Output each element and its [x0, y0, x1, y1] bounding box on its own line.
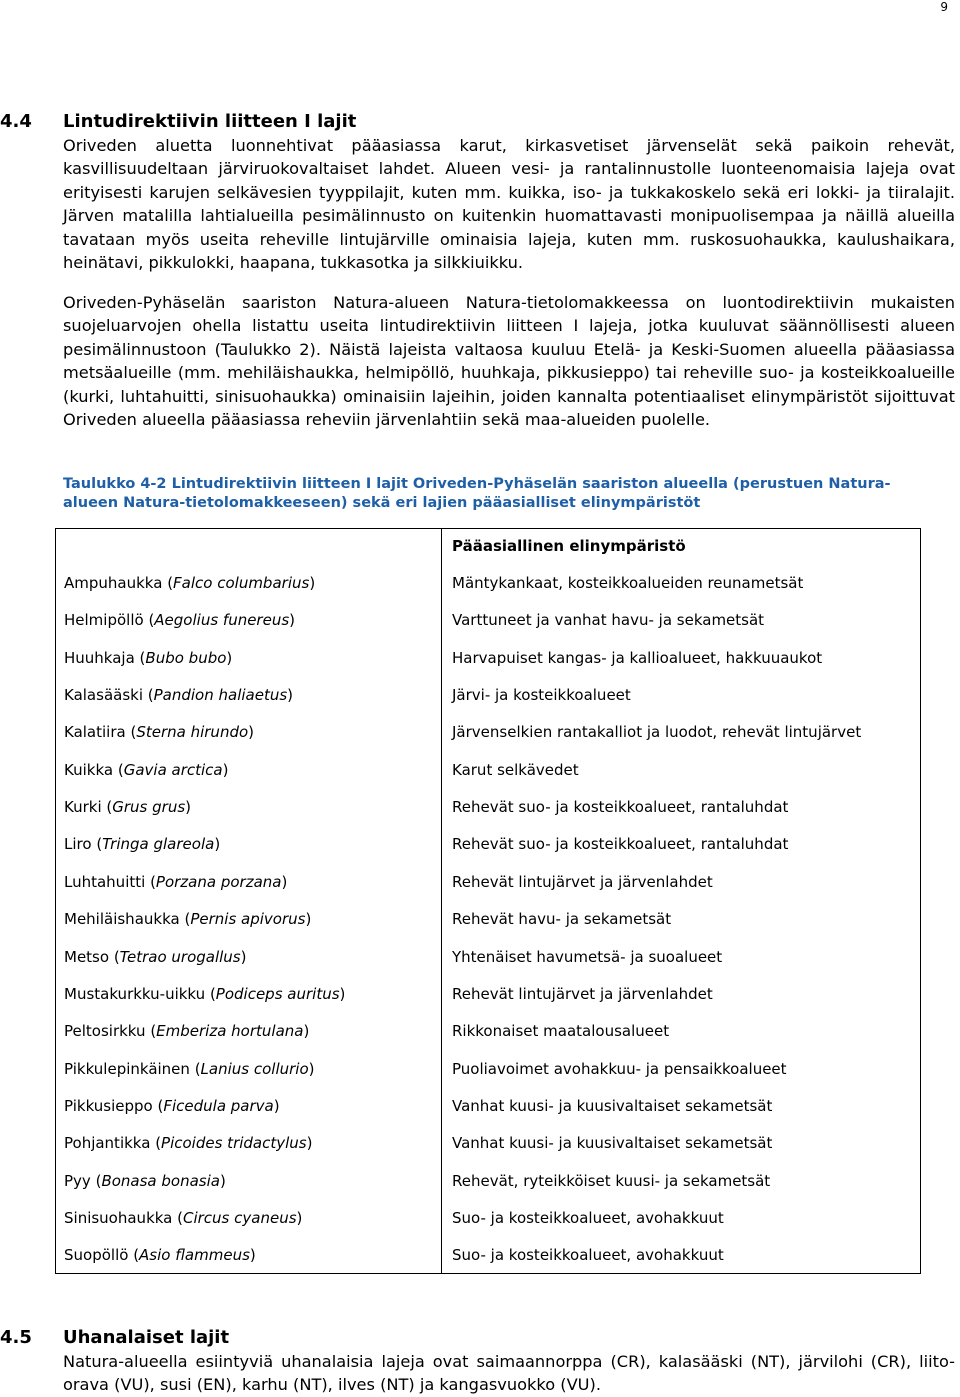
species-table [55, 528, 921, 1274]
table-row [56, 1133, 920, 1170]
species-latin-name: Porzana porzana [155, 872, 282, 891]
habitat-cell: Vanhat kuusi- ja kuusivaltaiset sekametsät [452, 1096, 773, 1115]
section-title: Uhanalaiset lajit [63, 1327, 230, 1348]
species-cell: Pyy (Bonasa bonasia) [64, 1171, 226, 1190]
species-cell: Liro (Tringa glareola) [64, 835, 221, 854]
species-latin-name: Picoides tridactylus [161, 1134, 307, 1153]
species-cell: Ampuhaukka (Falco columbarius) [64, 574, 316, 592]
species-latin-name: Grus grus [112, 798, 186, 817]
species-cell: Metso (Tetrao urogallus) [64, 947, 247, 966]
table-caption: Taulukko 4-2 Lintudirektiivin liitteen I lajit Oriveden-Pyhäselän saariston alueella (perustuen Natura-alueen Natura-tietolomakkeeseen) sekä eri lajien pääasialliset elinympäristöt [63, 476, 891, 511]
table-row [56, 610, 920, 647]
habitat-cell: Puoliavoimet avohakkuu- ja pensaikkoalueet [452, 1059, 787, 1078]
body-paragraph: Oriveden aluetta luonnehtivat pääasiassa karut, kirkasvetiset järvenselät sekä paikoin rehevät, kasvillisuudeltaan järviruokovaltaiset lahdet. Alueen vesi- ja rantalinnustolle luonteenomaisia lajeja ovat erityisesti karujen selkävesien tyyppilajit, kuten mm. kuikka, iso- ja tukkakoskelo sekä eri lokki- ja tiiralajit. Järven matalilla lahtialueilla pesimälinnusto on kuitenkin huomattavasti monipuolisempaa ja näillä alueilla tavataan myös useita reheville lintujärville ominaisia lajeja, kuten mm. ruskosuohaukka, kaulushaikara, heinätavi, pikkulokki, haapana, tukkasotka ja silkkiuikku. [63, 136, 955, 273]
species-cell: Sinisuohaukka (Circus cyaneus) [64, 1208, 303, 1227]
species-cell: Helmipöllö (Aegolius funereus) [64, 611, 296, 630]
table-row [56, 984, 920, 1021]
species-cell: Mustakurkku-uikku (Podiceps auritus) [64, 984, 346, 1003]
habitat-cell: Yhtenäiset havumetsä- ja suoalueet [452, 947, 723, 966]
species-common-name: Kuikka [64, 760, 114, 779]
species-common-name: Kalasääski [64, 686, 143, 705]
habitat-cell: Karut selkävedet [452, 760, 579, 779]
body-paragraph: Natura-alueella esiintyviä uhanalaisia lajeja ovat saimaannorppa (CR), kalasääski (NT), järvilohi (CR), liito-orava (VU), susi (EN), karhu (NT), ilves (NT) ja kangasvuokko (VU). [63, 1352, 955, 1395]
habitat-cell: Rehevät lintujärvet ja järvenlahdet [452, 872, 713, 891]
table-row [56, 648, 920, 685]
table-row [56, 947, 920, 984]
table-row [56, 685, 920, 722]
species-latin-name: Aegolius funereus [154, 611, 290, 630]
species-common-name: Metso [64, 947, 110, 966]
habitat-cell: Mäntykankaat, kosteikkoalueiden reunametsät [452, 574, 804, 592]
species-latin-name: Pernis apivorus [190, 910, 306, 929]
species-common-name: Pyy [64, 1171, 91, 1190]
section-number: 4.5 [0, 1327, 32, 1348]
body-paragraph: Oriveden-Pyhäselän saariston Natura-alueen Natura-tietolomakkeessa on luontodirektiivin mukaisten suojeluarvojen ohella listattu useita lintudirektiivin liitteen I lajeja, jotka kuuluvat säännöllisesti alueen pesimälinnustoon (Taulukko 2). Näistä lajeista valtaosa kuuluu Etelä- ja Keski-Suomen alueella pääasiassa metsäalueille (mm. mehiläishaukka, helmipöllö, huuhkaja, pikkusieppo) tai reheville suo- ja kosteikkoalueille (kurki, luhtahuitti, sinisuohaukka) ominaisiin lajeihin, joiden kannalta potentiaaliset elinympäristöt sijoittuvat Oriveden alueella pääasiassa reheviin järvenlahtiin sekä maa-alueiden puolelle. [63, 293, 955, 430]
species-cell: Peltosirkku (Emberiza hortulana) [64, 1022, 310, 1041]
species-cell: Luhtahuitti (Porzana porzana) [64, 872, 288, 891]
species-common-name: Liro [64, 835, 92, 854]
species-cell: Mehiläishaukka (Pernis apivorus) [64, 910, 312, 929]
species-cell: Kalatiira (Sterna hirundo) [64, 723, 255, 742]
species-cell: Kurki (Grus grus) [64, 798, 191, 817]
species-common-name: Mustakurkku-uikku [64, 984, 206, 1003]
habitat-column-header: Pääasiallinen elinympäristö [452, 537, 686, 555]
habitat-cell: Harvapuiset kangas- ja kallioalueet, hakkuuaukot [452, 648, 823, 667]
species-common-name: Kalatiira [64, 723, 126, 742]
species-common-name: Pikkusieppo [64, 1096, 153, 1115]
species-latin-name: Tringa glareola [102, 835, 215, 854]
section-number: 4.4 [0, 111, 32, 132]
table-row [56, 760, 920, 797]
habitat-cell: Varttuneet ja vanhat havu- ja sekametsät [452, 611, 765, 630]
habitat-cell: Järvenselkien rantakalliot ja luodot, rehevät lintujärvet [452, 723, 862, 742]
species-common-name: Pikkulepinkäinen [64, 1059, 190, 1078]
species-cell: Huuhkaja (Bubo bubo) [64, 648, 233, 667]
table-row [56, 1059, 920, 1096]
habitat-cell: Rikkonaiset maatalousalueet [452, 1022, 670, 1041]
species-common-name: Luhtahuitti [64, 872, 146, 891]
species-common-name: Suopöllö [64, 1246, 129, 1265]
table-row [56, 1245, 920, 1282]
page-number: 9 [940, 0, 948, 14]
section-heading [0, 110, 356, 134]
species-common-name: Kurki [64, 798, 102, 817]
table-row [56, 1096, 920, 1133]
section-heading [0, 1326, 229, 1350]
habitat-cell: Suo- ja kosteikkoalueet, avohakkuut [452, 1246, 724, 1265]
habitat-cell: Rehevät suo- ja kosteikkoalueet, rantaluhdat [452, 798, 789, 817]
habitat-cell: Suo- ja kosteikkoalueet, avohakkuut [452, 1208, 724, 1227]
species-cell: Suopöllö (Asio flammeus) [64, 1246, 256, 1265]
species-cell: Pikkusieppo (Ficedula parva) [64, 1096, 280, 1115]
species-latin-name: Tetrao urogallus [119, 947, 241, 966]
table-row [56, 722, 920, 759]
section-title: Lintudirektiivin liitteen I lajit [63, 111, 357, 132]
species-common-name: Huuhkaja [64, 648, 135, 667]
habitat-cell: Rehevät suo- ja kosteikkoalueet, rantaluhdat [452, 835, 789, 854]
habitat-cell: Rehevät havu- ja sekametsät [452, 910, 672, 929]
table-row [56, 573, 920, 610]
table-row [56, 872, 920, 909]
species-common-name: Helmipöllö [64, 611, 144, 630]
table-row [56, 834, 920, 871]
species-latin-name: Lanius collurio [200, 1059, 309, 1078]
habitat-cell: Järvi- ja kosteikkoalueet [452, 686, 631, 705]
table-row [56, 909, 920, 946]
species-common-name: Pohjantikka [64, 1134, 151, 1153]
table-row [56, 1021, 920, 1058]
species-latin-name: Pandion haliaetus [153, 686, 288, 705]
table-row [56, 1208, 920, 1245]
species-cell: Pohjantikka (Picoides tridactylus) [64, 1134, 313, 1153]
species-latin-name: Podiceps auritus [215, 984, 340, 1003]
species-latin-name: Gavia arctica [123, 760, 223, 779]
species-latin-name: Bubo bubo [145, 648, 227, 667]
species-common-name: Mehiläishaukka [64, 910, 180, 929]
species-cell: Kuikka (Gavia arctica) [64, 760, 229, 779]
habitat-cell: Rehevät lintujärvet ja järvenlahdet [452, 984, 713, 1003]
species-latin-name: Ficedula parva [163, 1096, 274, 1115]
species-latin-name: Bonasa bonasia [101, 1171, 220, 1190]
species-latin-name: Emberiza hortulana [156, 1022, 304, 1041]
species-common-name: Ampuhaukka [64, 574, 163, 592]
species-latin-name: Sterna hirundo [136, 723, 249, 742]
species-cell: Kalasääski (Pandion haliaetus) [64, 686, 294, 705]
species-cell: Pikkulepinkäinen (Lanius collurio) [64, 1059, 315, 1078]
habitat-cell: Rehevät, ryteikköiset kuusi- ja sekametsät [452, 1171, 771, 1190]
species-common-name: Peltosirkku [64, 1022, 146, 1041]
species-latin-name: Asio flammeus [139, 1246, 250, 1265]
habitat-cell: Vanhat kuusi- ja kuusivaltaiset sekametsät [452, 1134, 773, 1153]
species-common-name: Sinisuohaukka [64, 1208, 173, 1227]
table-row [56, 797, 920, 834]
species-latin-name: Falco columbarius [173, 574, 310, 592]
species-latin-name: Circus cyaneus [183, 1208, 297, 1227]
table-row [56, 1171, 920, 1208]
